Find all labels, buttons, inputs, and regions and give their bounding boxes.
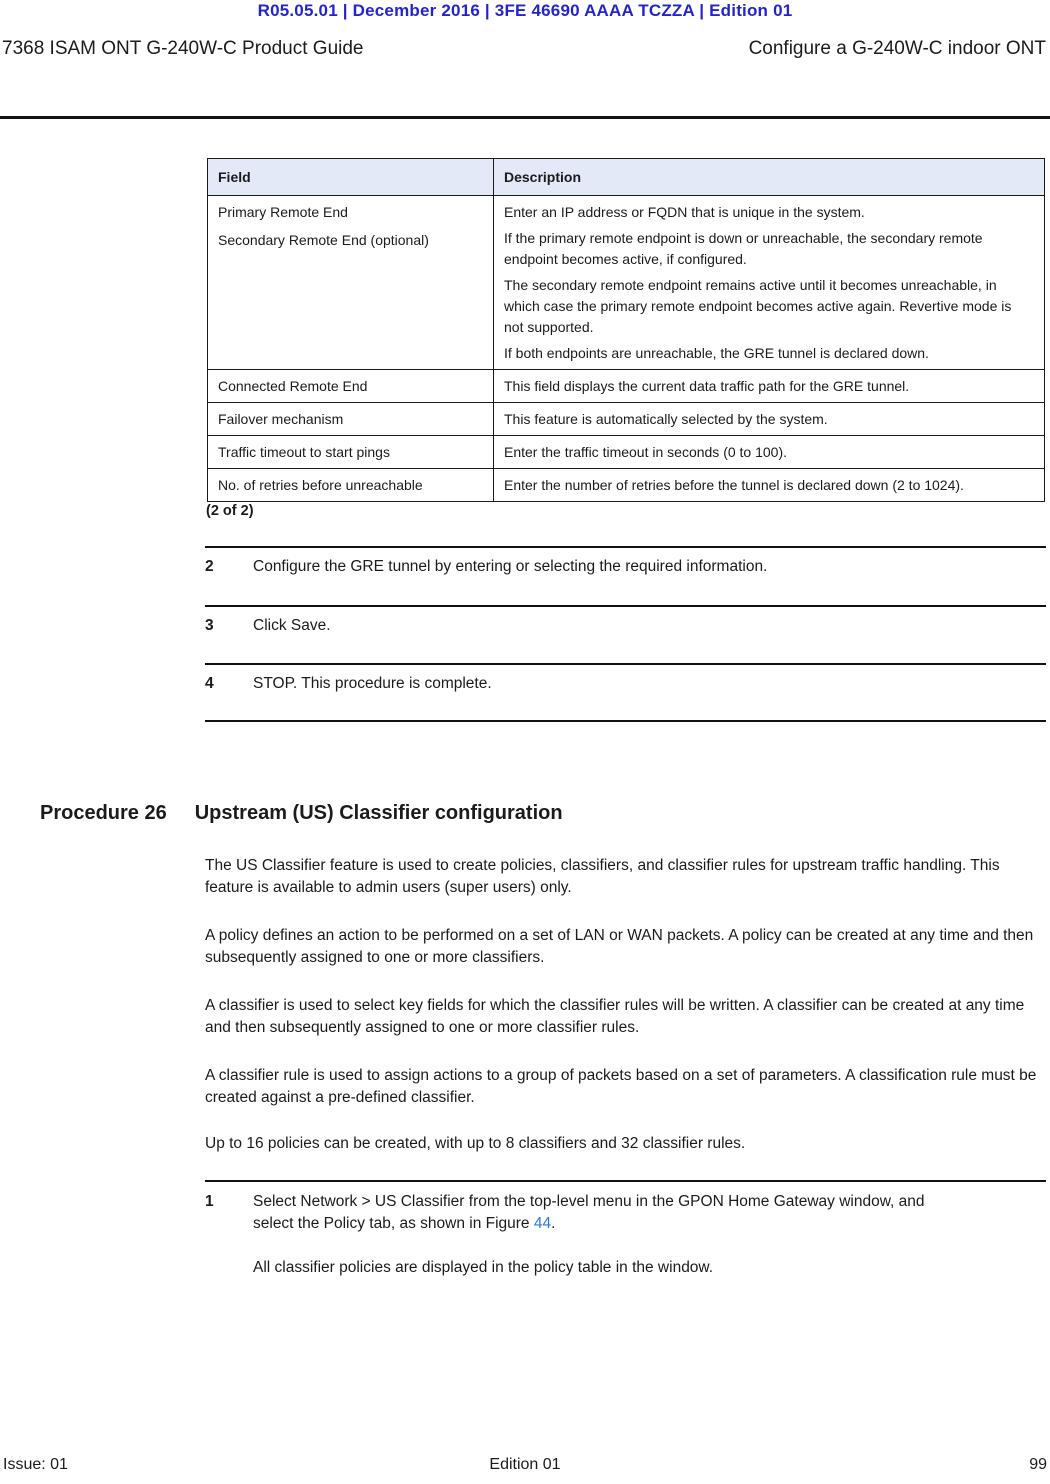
page-footer	[3, 1456, 1047, 1474]
table-row	[208, 403, 1045, 436]
procedure-step	[205, 556, 1046, 578]
running-head-right: Configure a G-240W-C indoor ONT	[748, 38, 1046, 59]
procedure-heading	[40, 802, 563, 825]
table-row	[208, 370, 1045, 403]
step-divider-rule	[205, 720, 1046, 722]
description-cell	[494, 196, 1045, 370]
body-paragraph: The US Classifier feature is used to create policies, classifiers, and classifier rules for upstream traffic handling. This feature is available to admin users (super users) only.	[205, 857, 1000, 896]
field-name: Primary Remote End	[218, 204, 348, 220]
description-paragraph: If the primary remote endpoint is down or unreachable, the secondary remote endpoint becomes active, if configured.	[504, 230, 983, 267]
step-text: STOP. This procedure is complete.	[253, 675, 492, 692]
description-paragraph: The secondary remote endpoint remains active until it becomes unreachable, in which case the primary remote endpoint becomes active again. Revertive mode is not supported.	[504, 277, 1012, 335]
field-cell: Connected Remote End	[208, 370, 494, 403]
field-description-table	[207, 158, 1045, 502]
step-number: 3	[205, 617, 214, 634]
footer-edition: Edition 01	[489, 1456, 561, 1473]
step-divider-rule	[205, 546, 1046, 548]
field-cell: Traffic timeout to start pings	[208, 436, 494, 469]
procedure-step	[205, 673, 1046, 695]
field-cell	[208, 196, 494, 370]
document-banner: R05.05.01 | December 2016 | 3FE 46690 AAAA TCZZA | Edition 01	[257, 1, 793, 20]
table-row	[208, 196, 1045, 370]
step-divider-rule	[205, 1180, 1046, 1182]
table-header-description: Description	[494, 159, 1045, 196]
table-row	[208, 436, 1045, 469]
description-paragraph: If both endpoints are unreachable, the GRE tunnel is declared down.	[504, 345, 929, 361]
field-name: Secondary Remote End (optional)	[218, 232, 429, 248]
table-header-row	[208, 159, 1045, 196]
field-cell: Failover mechanism	[208, 403, 494, 436]
procedure-label: Procedure 26	[40, 802, 167, 824]
footer-issue: Issue: 01	[3, 1456, 68, 1473]
table-continuation-caption: (2 of 2)	[206, 503, 254, 519]
step-text: Configure the GRE tunnel by entering or selecting the required information.	[253, 558, 768, 575]
description-paragraph: Enter an IP address or FQDN that is unique in the system.	[504, 204, 865, 220]
step-divider-rule	[205, 605, 1046, 607]
description-cell: This field displays the current data traffic path for the GRE tunnel.	[494, 370, 1045, 403]
body-paragraph: Up to 16 policies can be created, with up to 8 classifiers and 32 classifier rules.	[205, 1135, 746, 1152]
description-cell: Enter the number of retries before the tunnel is declared down (2 to 1024).	[494, 469, 1045, 502]
description-cell: This feature is automatically selected by the system.	[494, 403, 1045, 436]
step-divider-rule	[205, 663, 1046, 665]
step-text	[253, 1191, 953, 1235]
step-number: 2	[205, 558, 214, 575]
body-paragraph: A policy defines an action to be performed on a set of LAN or WAN packets. A policy can be created at any time and then subsequently assigned to one or more classifiers.	[205, 927, 1034, 966]
procedure-step	[205, 1191, 1046, 1235]
procedure-title: Upstream (US) Classifier configuration	[194, 802, 563, 824]
running-head-left: 7368 ISAM ONT G-240W-C Product Guide	[2, 38, 364, 59]
description-cell: Enter the traffic timeout in seconds (0 to 100).	[494, 436, 1045, 469]
body-paragraph: A classifier is used to select key fields for which the classifier rules will be written. A classifier can be created at any time and then subsequently assigned to one or more classifier rules.	[205, 997, 1025, 1036]
step-text: Click Save.	[253, 617, 331, 634]
step-subtext: All classifier policies are displayed in the policy table in the window.	[253, 1259, 714, 1276]
step-text-segment: Select Network > US Classifier from the top-level menu in the GPON Home Gateway window, and select the Policy tab, as shown in Figure	[253, 1193, 925, 1232]
body-paragraph: A classifier rule is used to assign actions to a group of packets based on a set of parameters. A classification rule must be created against a pre-defined classifier.	[205, 1067, 1037, 1106]
figure-44-link[interactable]: 44	[533, 1215, 552, 1232]
table-header-field: Field	[208, 159, 494, 196]
step-number: 1	[205, 1193, 214, 1210]
step-text-segment: .	[551, 1215, 556, 1232]
step-number: 4	[205, 675, 214, 692]
running-head	[2, 38, 1046, 60]
procedure-step	[205, 615, 1046, 637]
header-rule	[0, 116, 1050, 119]
footer-page-number: 99	[1029, 1456, 1047, 1473]
field-cell: No. of retries before unreachable	[208, 469, 494, 502]
table-row	[208, 469, 1045, 502]
